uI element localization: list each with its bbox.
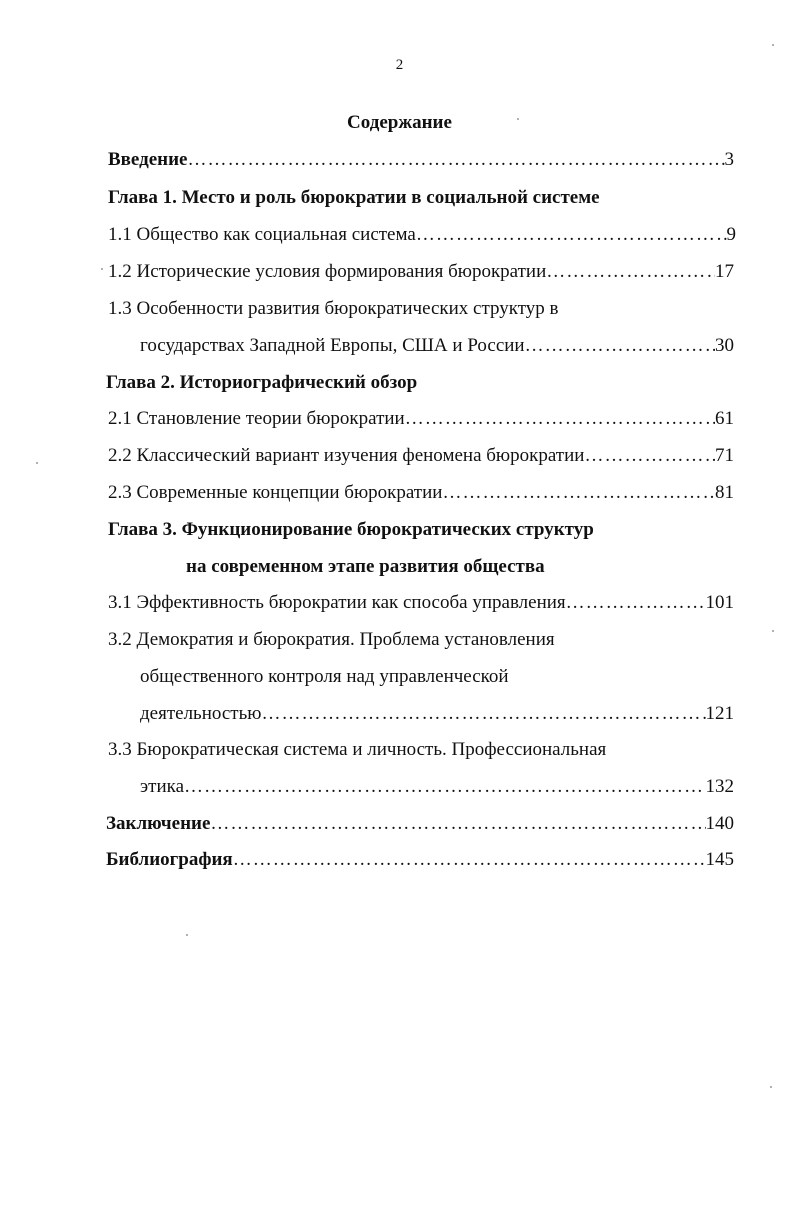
entry-title: Введение [108,149,188,170]
entry-title: 1.1 Общество как социальная система [108,224,416,245]
toc-entry-3-3-line-1: 3.3 Бюрократическая система и личность. Профессиональная [108,739,607,760]
entry-page: 9 [726,224,736,245]
scan-speck [101,268,103,270]
scan-speck [36,462,38,464]
entry-page: 30 [715,335,734,356]
entry-page: 17 [715,261,734,282]
scan-speck [517,118,519,120]
toc-entry-3-1 [108,589,734,617]
scan-speck [772,44,774,46]
dot-leader [546,258,715,286]
toc-entry-1-3-line-1: 1.3 Особенности развития бюрократических структур в [108,298,559,319]
entry-page: 140 [705,813,734,834]
entry-title: 2.1 Становление теории бюрократии [108,408,405,429]
page-number: 2 [395,57,404,73]
entry-title: 3.1 Эффективность бюрократии как способа управления [108,592,566,613]
toc-entry-2-1 [108,405,734,433]
entry-title: государствах Западной Европы, США и России [140,335,525,356]
toc-chapter-3-heading-line-2: на современном этапе развития общества [186,556,545,577]
toc-entry-1-1 [108,221,736,249]
entry-page: 132 [705,776,734,797]
dot-leader [188,146,725,174]
dot-leader [233,846,706,874]
toc-entry-2-3 [108,479,734,507]
toc-chapter-2-heading: Глава 2. Историографический обзор [106,372,418,393]
dot-leader [405,405,715,433]
entry-page: 101 [705,592,734,613]
dot-leader [566,589,706,617]
scan-speck [770,1086,772,1088]
toc-entry-3-3-line-2 [140,773,734,801]
entry-page: 61 [715,408,734,429]
entry-title: 1.2 Исторические условия формирования бюрократии [108,261,547,282]
entry-page: 81 [715,482,734,503]
scan-speck [772,630,774,632]
toc-entry-3-2-line-2: общественного контроля над управленческой [140,666,509,687]
entry-title: деятельностью [140,703,262,724]
toc-title: Содержание [347,112,452,133]
toc-entry-bibliography [106,846,734,874]
entry-title: Библиография [106,849,233,870]
toc-entry-conclusion [106,810,734,838]
dot-leader [416,221,727,249]
dot-leader [584,442,715,470]
dot-leader [210,810,705,838]
toc-entry-1-2 [108,258,734,286]
entry-page: 121 [705,703,734,724]
scan-speck [186,934,188,936]
entry-title: 2.2 Классический вариант изучения феномена бюрократии [108,445,585,466]
toc-chapter-3-heading-line-1: Глава 3. Функционирование бюрократических структур [108,519,594,540]
entry-title: 2.3 Современные концепции бюрократии [108,482,443,503]
dot-leader [442,479,715,507]
entry-page: 71 [715,445,734,466]
entry-title: этика [140,776,185,797]
toc-entry-introduction [108,146,734,174]
toc-entry-3-2-line-1: 3.2 Демократия и бюрократия. Проблема установления [108,629,555,650]
toc-entry-1-3-line-2 [140,332,734,360]
entry-page: 3 [724,149,734,170]
entry-page: 145 [705,849,734,870]
dot-leader [525,332,715,360]
toc-entry-3-2-line-3 [140,700,734,728]
toc-chapter-1-heading: Глава 1. Место и роль бюрократии в социальной системе [108,187,600,208]
dot-leader [184,773,705,801]
dot-leader [261,700,705,728]
entry-title: Заключение [106,813,211,834]
toc-entry-2-2 [108,442,734,470]
